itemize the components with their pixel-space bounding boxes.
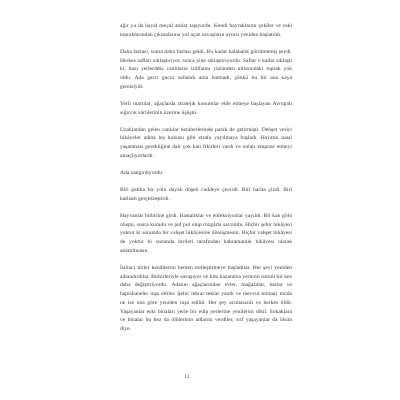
body-text [120, 22, 292, 342]
paragraph-8: İstilacı türler kendilerini hemen mitleştirmeye başladılar. Her şeyi yeniden adlandırdılar. Birbirleriyle savaşıyor ve kim kazanırsa yerlerin ismini bir kez daha değiştiriyordu. Adanın ağaçlarından evler, mağazalar, barlar ve hapishaneler inşa ettiler. Şehir tekrar tekrar yandı ve mevcut mimari moda ne ise ona göre yeniden inşa edildi. Her şey acımasızdı ve herkes öldü. Yaşayanlar eski binaları yerle bir edip yerlerine yenilerini dikti. Sokaklara ve binalar bu kez da ölülerinin adlarını verdiler, sırf yaşayanlar da ölsün diye. [120, 264, 292, 333]
paragraph-4: Uzaklardan gelen canlılar beraberlerinde panik de getirmişti. Dehşet verici hikâyeler adeta leş kokusu gibi etrafa yayılmaya başladı. Hayatın nasıl yaşanması gerektiğine dair çok katı fikirleri vardı ve onları empoze etmeyi amaçlıyorlardı. [120, 126, 292, 159]
paragraph-7: Hayvanlar birbirine girdi. Hastalıklar ve enfeksiyonlar yayıldı. Bir kan gölü oluştu, sonra kurudu ve pul pul olup rüzgârla savruldu. Hiçbir şehir hikâyesi yoktur ki sonunda bir vahşet hikâyesine dönüşmesin. Hiçbir vahşet hikâyesi de yoktur ki sonunda birileri tarafından kahramanlık hikâyesi olarak anlatılmasın. [120, 212, 292, 254]
paragraph-5: Ada zangırdıyordu. [120, 169, 164, 176]
paragraph-6: Biri patika bir yolu dayalı döşeli caddeye çevirdi. Biri harita çizdi. Biri katliam gerçekleştirdi. [120, 186, 292, 202]
paragraph-2: Daha fazlası, sonra daha fazlası geldi. Bu kadar kalabalık görülmemiş şeydi. Herkes safları sıklaştırıyor, sonra yine sıklaştırıyordu. Saflar o kadar sıklaştı ki, bazı yerlerdeki canlıların izdihamı yüzünden altlarındaki toprak yok oldu. Ada gacır gucur sallandı ama batmadı, çünkü bu bir ana kaya gemisiydi. [120, 48, 292, 90]
paragraph-3: Yerli martılar, ağaçlarda stratejik konumlar elde etmeye başlayan Avrupalı sığırcık sürülerinin üzerine üşüştü. [120, 100, 292, 116]
paragraph-1: ağır ya da hayal meyal anılar taşıyordu. Kendi bayraklarını çekiler ve eski topraklarından çıkmalarına yol açan savaşların aynısı yeniden başlatıldı. [120, 23, 292, 38]
page-number: 12 [184, 374, 190, 380]
